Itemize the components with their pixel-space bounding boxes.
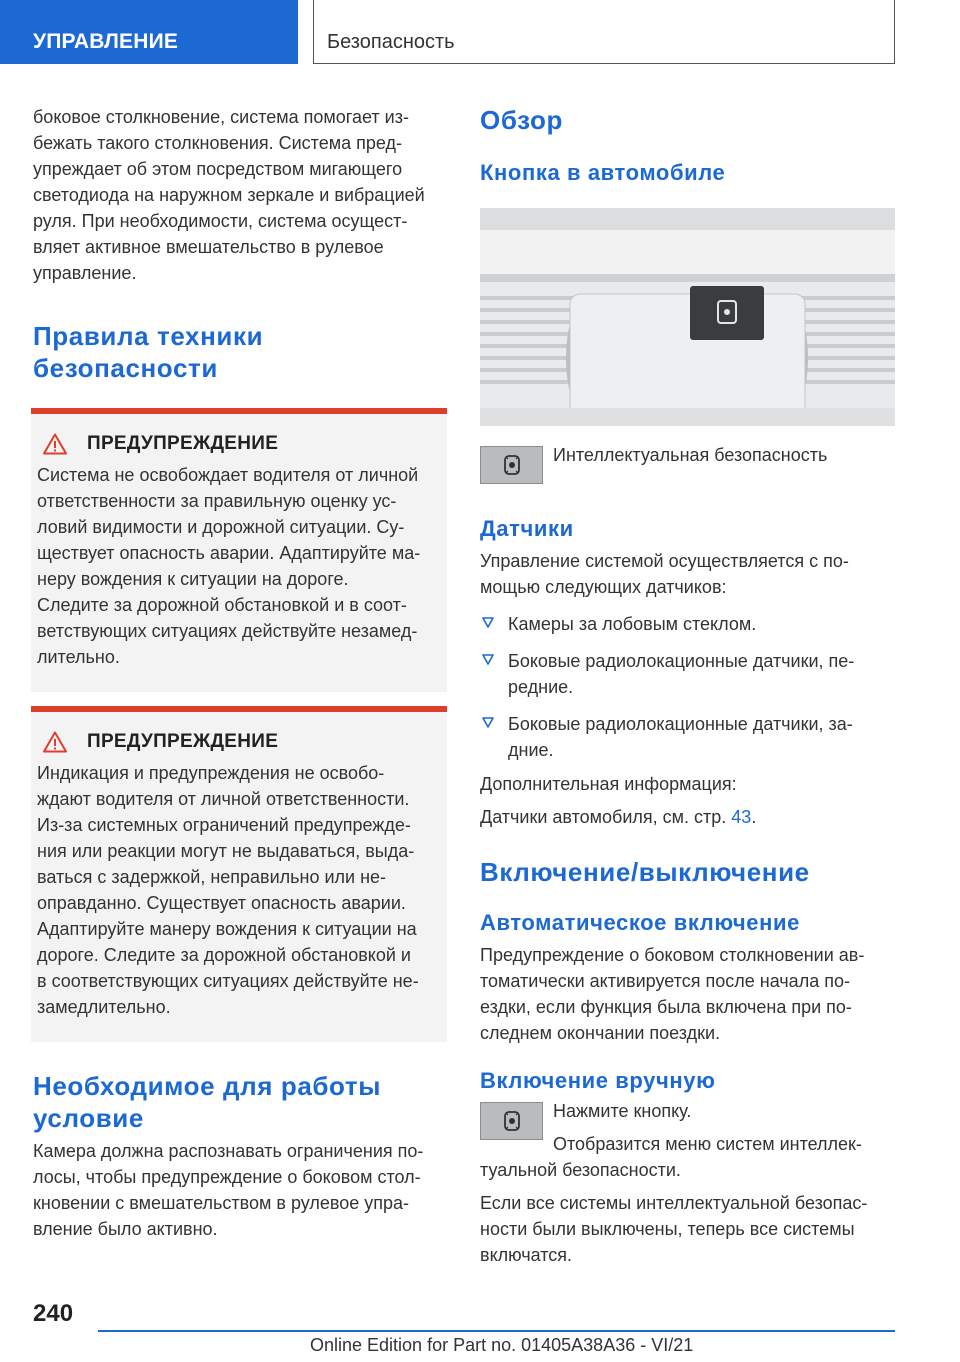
intro-paragraph: боковое столкновение, система помогает из- бежать такого столкновения. Система пред- упреждает об этом посредством мигающего светодиода на наружном зеркале и вибрацией руля. При необходимости, система осущест- вляет активное вмешательство в рулевое управление. [33, 107, 425, 283]
footer-divider [98, 1330, 895, 1332]
page-link[interactable]: 43 [731, 807, 752, 827]
car-safety-icon [480, 446, 543, 484]
manual-title: Включение вручную [480, 1068, 716, 1093]
footer-edition: Online Edition for Part no. 01405A38A36 - VI/21 [310, 1335, 694, 1355]
triangle-bullet-icon [481, 652, 495, 666]
more-info-label: Дополнительная информация: [480, 774, 737, 794]
section-header: УПРАВЛЕНИЕ [0, 0, 298, 64]
auto-paragraph: Предупреждение о боковом столкновении ав- томатически активируется после начала по- ездки, если функция была включена при по- следнем окончании поездки. [480, 945, 865, 1043]
manual-step [480, 1098, 895, 1157]
topic-header: Безопасность [313, 0, 895, 64]
right-column [480, 104, 895, 1268]
list-item: Боковые радиолокационные датчики, за- дние. [480, 711, 895, 763]
button-title: Кнопка в автомобиле [480, 160, 726, 185]
button-legend [480, 442, 895, 484]
warning-text: Система не освобождает водителя от личной ответственности за правильную оценку ус- ловий видимости и дорожной ситуации. Су- ществует опасность аварии. Адаптируйте ма- неру вождения к ситуации на дороге. Следите за дорожной обстановкой и в соот- ветствующих ситуациях действуйте незамед- лительно. [37, 465, 421, 667]
manual-note: Если все системы интеллектуальной безопас- ности были выключены, теперь все системы включатся. [480, 1193, 868, 1265]
sensors-intro: Управление системой осуществляется с по- мощью следующих датчиков: [480, 551, 849, 597]
dashboard-image [480, 208, 895, 426]
auto-title: Автоматическое включение [480, 910, 800, 935]
left-column [33, 104, 447, 1242]
warning-text: Индикация и предупреждения не освобо- ждают водителя от личной ответственности. Из-за системных ограничений предупрежде- ния или реакции могут не выдаваться, выда- ваться с задержкой, неправильно или не- оправданно. Существует опасность аварии. Адаптируйте манеру вождения к ситуации на дороге. Следите за дорожной обстановкой и в соответствующих ситуациях действуйте не- замедлительно. [37, 763, 419, 1017]
conditions-paragraph: Камера должна распознавать ограничения по- лосы, чтобы предупреждение о боковом стол- кновении с вмешательством в рулевое упра- вление было активно. [33, 1141, 424, 1239]
conditions-title: Необходимое для работы условие [33, 1071, 382, 1133]
overview-title: Обзор [480, 105, 563, 135]
sensors-reference: Датчики автомобиля, см. стр. 43. [480, 807, 757, 827]
list-item: Боковые радиолокационные датчики, пе- редние. [480, 648, 895, 700]
page-number: 240 [33, 1300, 74, 1327]
warning-box [31, 706, 447, 1042]
triangle-bullet-icon [481, 715, 495, 729]
warning-triangle-icon [43, 731, 67, 753]
dashboard-photo [480, 208, 895, 426]
warning-title: ПРЕДУПРЕЖДЕНИЕ [87, 731, 279, 752]
warning-title: ПРЕДУПРЕЖДЕНИЕ [87, 433, 279, 454]
sensors-title: Датчики [480, 516, 574, 541]
sensor-list [480, 611, 895, 763]
button-caption: Интеллектуальная безопасность [553, 445, 828, 465]
safety-title: Правила техники безопасности [33, 321, 264, 383]
list-item: Камеры за лобовым стеклом. [480, 611, 895, 637]
car-safety-icon [480, 1102, 543, 1140]
manual-step-1: Нажмите кнопку. [553, 1101, 692, 1121]
onoff-title: Включение/выключение [480, 857, 810, 887]
warning-box [31, 408, 447, 692]
warning-triangle-icon [43, 433, 67, 455]
manual-step-2-rest: туальной безопасности. [480, 1160, 681, 1180]
manual-step-2: Отобразится меню систем интеллек- [553, 1134, 862, 1154]
triangle-bullet-icon [481, 615, 495, 629]
